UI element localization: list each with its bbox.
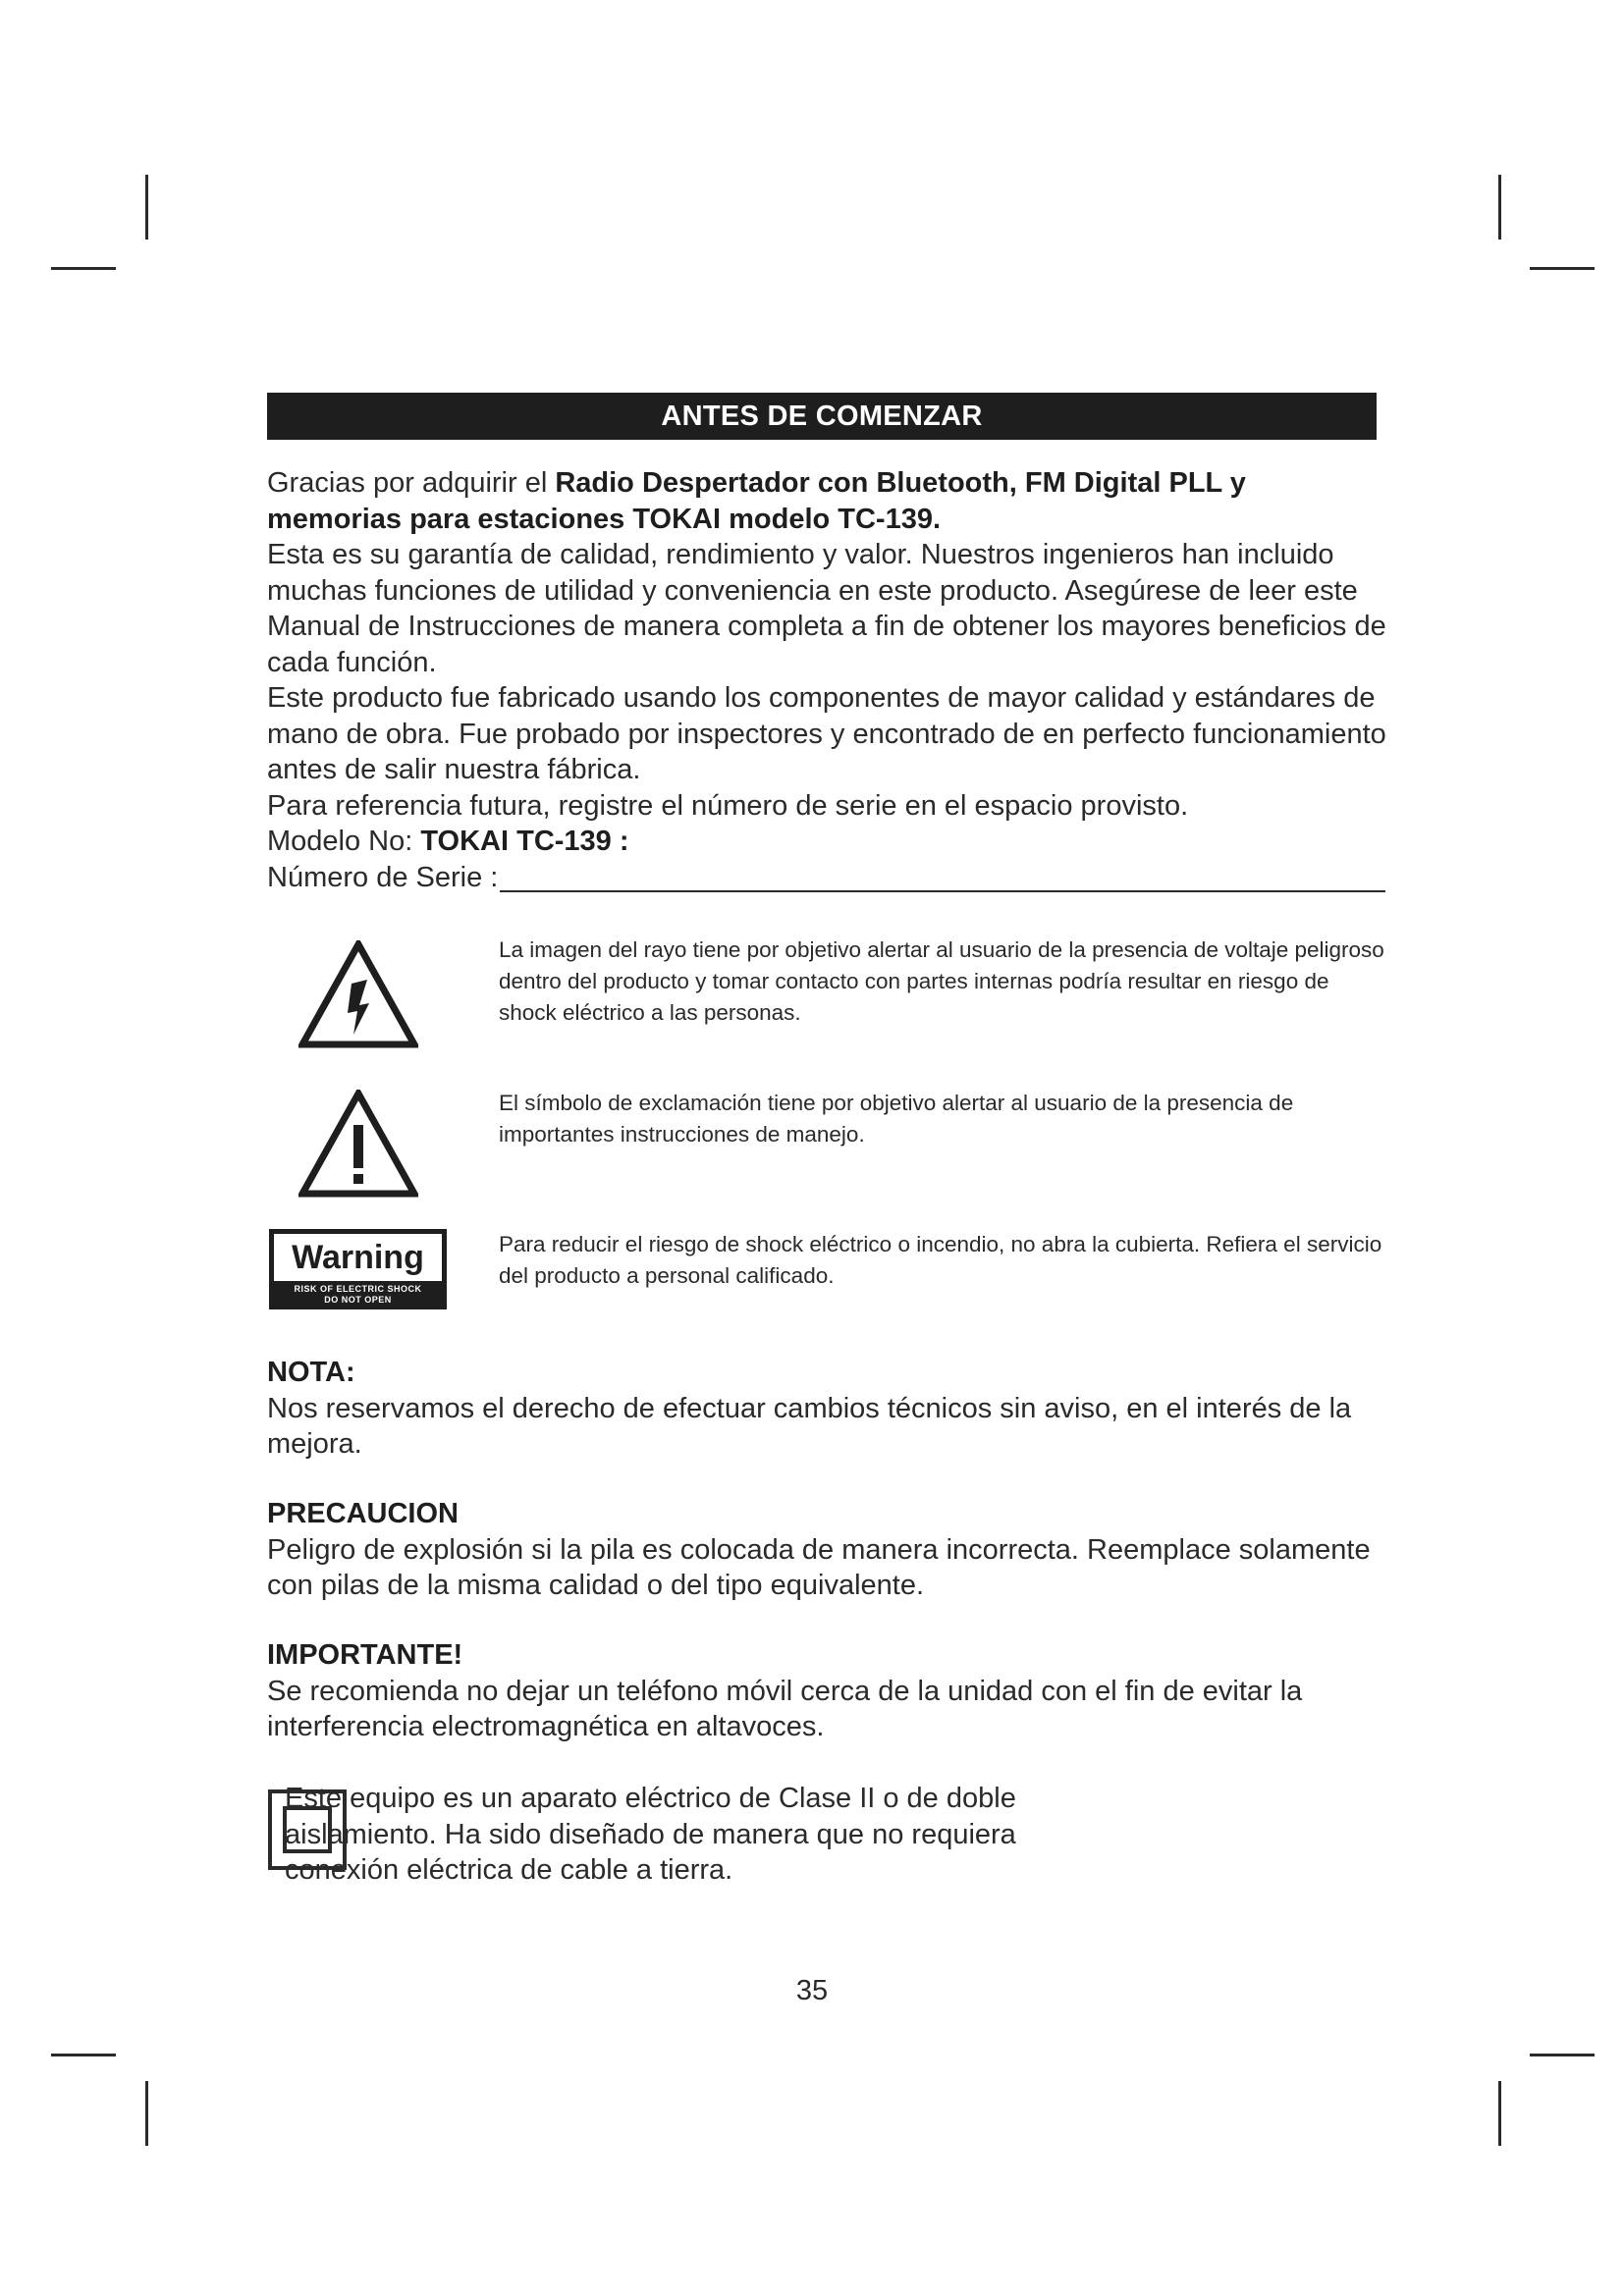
double-insulation-icon xyxy=(267,1789,348,1871)
intro-lead-text: Gracias por adquirir el xyxy=(267,467,556,499)
serial-line xyxy=(267,860,1386,896)
precaucion-section xyxy=(267,1496,1386,1604)
exclamation-warning-icon xyxy=(298,1090,418,1198)
importante-text: Se recomienda no dejar un teléfono móvil cerca de la unidad con el fin de evitar la interferencia electromagnética en altavoces. xyxy=(267,1675,1303,1742)
nota-text: Nos reservamos el derecho de efectuar cambios técnicos sin aviso, en el interés de la mejora. xyxy=(267,1392,1352,1460)
warning-description-text: Para reducir el riesgo de shock eléctrico o incendio, no abra la cubierta. Refiera el servicio del producto a personal calificado. xyxy=(499,1232,1382,1288)
section-header-title: ANTES DE COMENZAR xyxy=(661,400,983,432)
warning-small-line-1: RISK OF ELECTRIC SHOCK xyxy=(294,1284,422,1294)
lightning-warning-icon xyxy=(298,940,418,1048)
crop-mark xyxy=(145,2081,148,2146)
crop-mark xyxy=(145,175,148,240)
warning-label: Warning xyxy=(274,1234,442,1281)
intro-paragraph: Esta es su garantía de calidad, rendimiento y valor. Nuestros ingenieros han incluido muchas funciones de utilidad y conveniencia en este producto. Asegúrese de leer este Manual de Instrucciones de manera completa a fin de obtener los mayores beneficios de cada función. xyxy=(267,539,1386,678)
serial-label: Número de Serie : xyxy=(267,861,499,893)
page-number: 35 xyxy=(795,1975,829,2006)
model-value: TOKAI TC-139 : xyxy=(420,826,629,857)
lightning-description xyxy=(499,934,1386,1029)
lightning-description-text: La imagen del rayo tiene por objetivo alertar al usuario de la presencia de voltaje peligroso dentro del producto y tomar contacto con partes internas podría resultar en riesgo de shock eléctrico a las personas. xyxy=(499,937,1384,1025)
intro-paragraph: Para referencia futura, registre el número de serie en el espacio provisto. xyxy=(267,789,1189,822)
model-line xyxy=(267,824,1386,860)
warning-description xyxy=(499,1229,1386,1292)
crop-mark xyxy=(1498,175,1501,240)
precaucion-text: Peligro de explosión si la pila es colocada de manera incorrecta. Reemplace solamente con pilas de la misma calidad o del tipo equivalente. xyxy=(267,1533,1371,1601)
serial-blank-field xyxy=(500,890,1385,892)
class-ii-section xyxy=(267,1781,1386,1889)
intro-paragraph: Este producto fue fabricado usando los componentes de mayor calidad y estándares de mano de obra. Fue probado por inspectores y encontrado de en perfecto funcionamiento antes de salir nuestra fábrica. xyxy=(267,682,1386,785)
product-name: Radio Despertador con Bluetooth, FM Digital PLL y memorias para estaciones TOKAI modelo TC-139. xyxy=(267,467,1246,535)
intro-lead xyxy=(267,465,1386,537)
section-header xyxy=(267,393,1377,440)
importante-section xyxy=(267,1637,1386,1745)
model-label: Modelo No: xyxy=(267,826,421,857)
class-ii-text: Este equipo es un aparato eléctrico de Clase II o de doble aislamiento. Ha sido diseñado de manera que no requiera conexión eléctrica de cable a tierra. xyxy=(285,1783,1016,1886)
nota-section xyxy=(267,1355,1386,1463)
crop-mark xyxy=(1498,2081,1501,2146)
exclamation-description xyxy=(499,1088,1386,1150)
precaucion-title: PRECAUCION xyxy=(267,1498,459,1529)
crop-mark xyxy=(1530,2054,1595,2056)
intro-block xyxy=(267,465,1386,895)
warning-small-line-2: DO NOT OPEN xyxy=(324,1295,392,1305)
exclamation-description-text: El símbolo de exclamación tiene por objetivo alertar al usuario de la presencia de importantes instrucciones de manejo. xyxy=(499,1091,1294,1147)
importante-title: IMPORTANTE! xyxy=(267,1639,463,1671)
nota-title: NOTA: xyxy=(267,1357,355,1388)
warning-badge-icon xyxy=(269,1229,447,1309)
crop-mark xyxy=(51,2054,116,2056)
warning-small-text xyxy=(269,1284,447,1306)
crop-mark xyxy=(1530,267,1595,270)
crop-mark xyxy=(51,267,116,270)
